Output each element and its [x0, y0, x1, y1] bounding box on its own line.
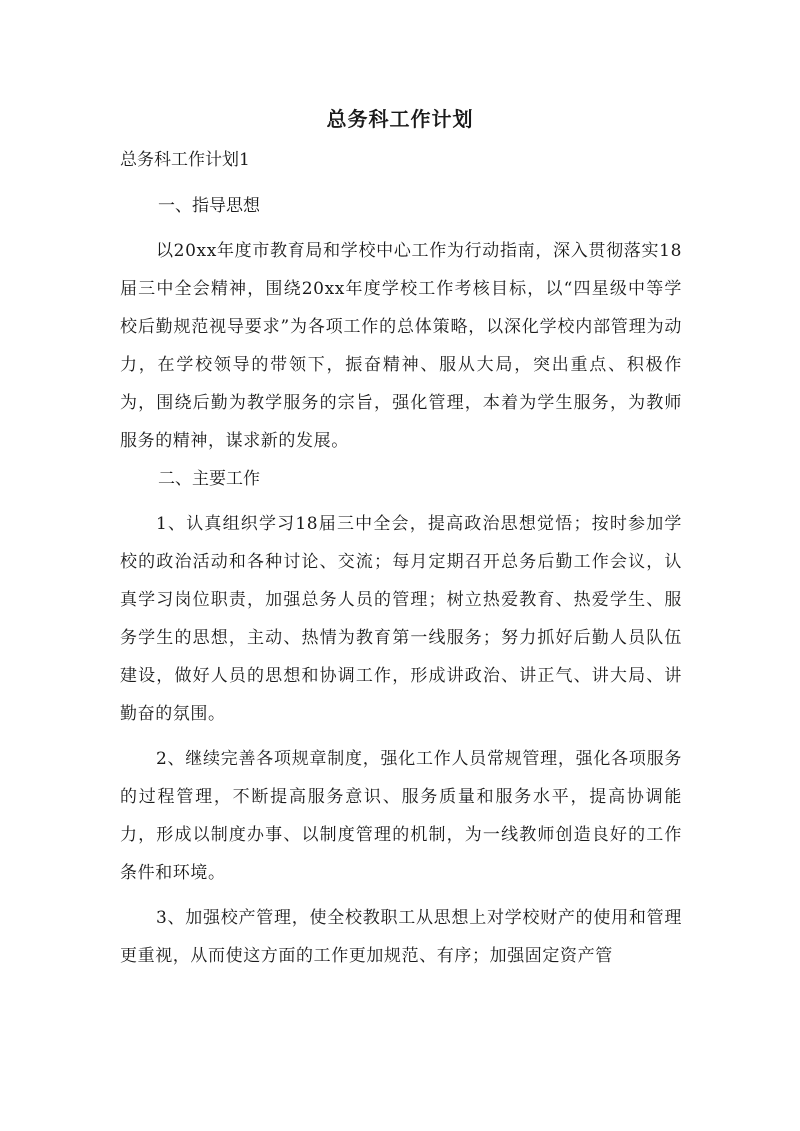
section-heading-guiding-ideology: 一、指导思想 [158, 196, 260, 216]
paragraph-item-1: 1、认真组织学习18届三中全会，提高政治思想觉悟；按时参加学校的政治活动和各种讨论、交流；每月定期召开总务后勤工作会议，认真学习岗位职责，加强总务人员的管理；树立热爱教育、热爱学生、服务学生的思想，主动、热情为教育第一线服务；努力抓好后勤人员队伍建设，做好人员的思想和协调工作，形成讲政治、讲正气、讲大局、讲勤奋的氛围。 [120, 514, 682, 724]
section-heading-main-work: 二、主要工作 [158, 469, 260, 489]
paragraph-item-2: 2、继续完善各项规章制度，强化工作人员常规管理，强化各项服务的过程管理，不断提高服务意识、服务质量和服务水平，提高协调能力，形成以制度办事、以制度管理的机制，为一线教师创造良好的工作条件和环境。 [120, 749, 682, 883]
document-subtitle: 总务科工作计划1 [120, 150, 250, 170]
document-body [120, 148, 682, 982]
paragraph-guiding-ideology: 以20xx年度市教育局和学校中心工作为行动指南，深入贯彻落实18届三中全会精神，围绕20xx年度学校工作考核目标，以“四星级中等学校后勤规范视导要求”为各项工作的总体策略，以深化学校内部管理为动力，在学校领导的带领下，振奋精神、服从大局，突出重点、积极作为，围绕后勤为教学服务的宗旨，强化管理，本着为学生服务，为教师服务的精神，谋求新的发展。 [120, 241, 682, 451]
paragraph-item-3: 3、加强校产管理，使全校教职工从思想上对学校财产的使用和管理更重视，从而使这方面的工作更加规范、有序；加强固定资产管 [120, 908, 682, 966]
document-title: 总务科工作计划 [326, 107, 474, 131]
